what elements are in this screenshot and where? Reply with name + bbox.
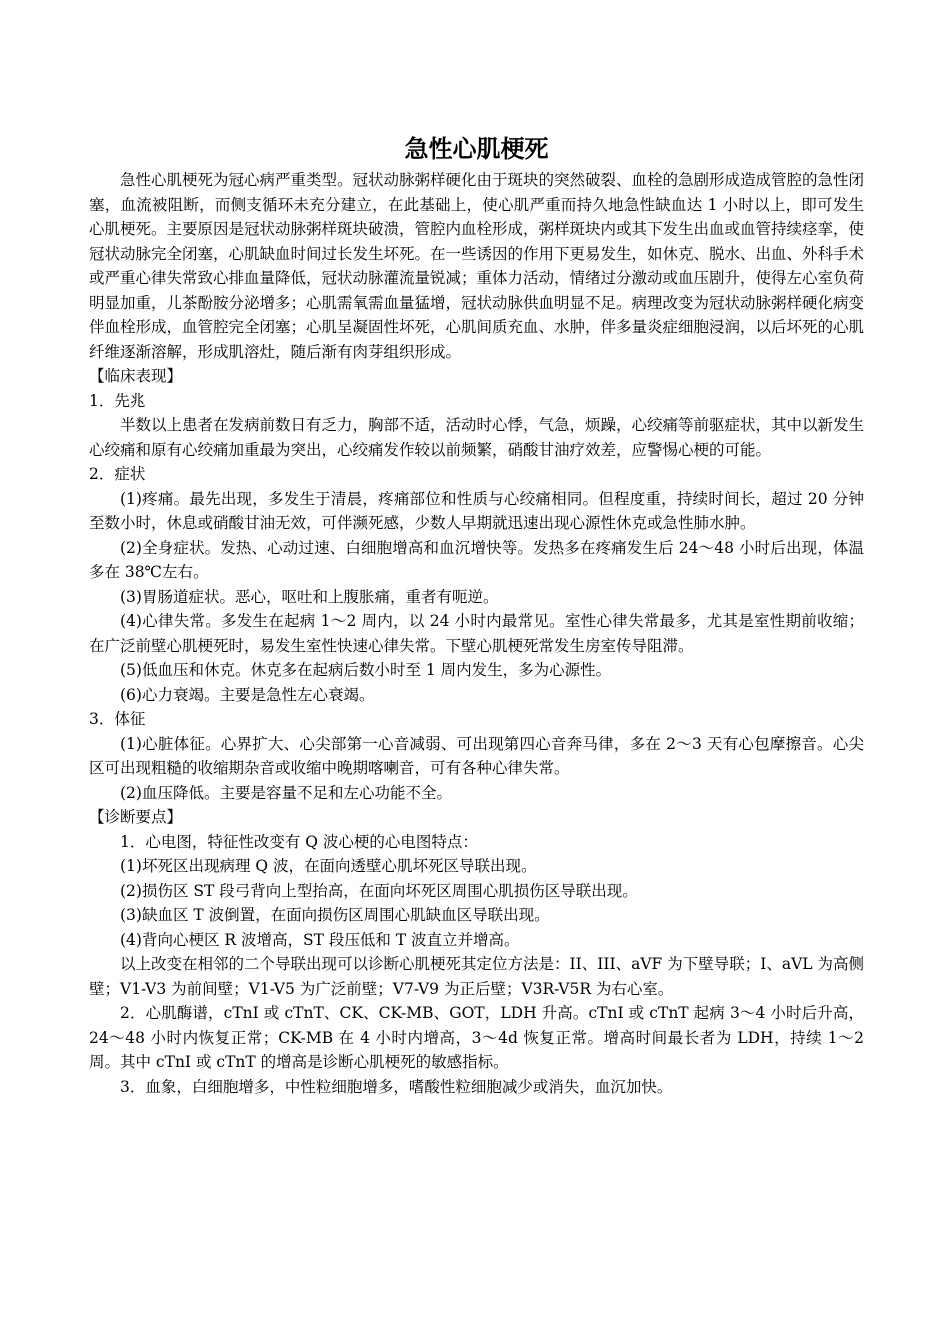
body-paragraph: (1)疼痛。最先出现，多发生于清晨，疼痛部位和性质与心绞痛相同。但程度重，持续时间长，超过 20 分钟至数小时，休息或硝酸甘油无效，可伴濒死感，少数人早期就迅速出现心源性休克或急性肺水肿。 [89,489,864,532]
section-heading: 【临床表现】 [89,367,183,385]
body-paragraph: (2)血压降低。主要是容量不足和左心功能不全。 [120,783,452,802]
body-paragraph: (6)心力衰竭。主要是急性左心衰竭。 [120,685,375,704]
body-paragraph: (4)心律失常。多发生在起病 1～2 周内，以 24 小时内最常见。室性心律失常最多，尤其是室性期前收缩；在广泛前壁心肌梗死时，易发生室性快速心律失常。下壁心肌梗死常发生房室传导阻滞。 [89,612,864,655]
body-paragraph: 3．血象，白细胞增多，中性粒细胞增多，嗜酸性粒细胞减少或消失，血沉加快。 [120,1077,673,1096]
body-paragraph: (1)心脏体征。心界扩大、心尖部第一心音减弱、可出现第四心音奔马律，多在 2～3 天有心包摩擦音。心尖区可出现粗糙的收缩期杂音或收缩中晚期喀喇音，可有各种心律失常。 [89,734,864,777]
body-paragraph: 1．心电图，特征性改变有 Q 波心梗的心电图特点： [120,832,478,851]
section-heading: 【诊断要点】 [89,808,183,826]
body-paragraph: (1)坏死区出现病理 Q 波，在面向透壁心肌坏死区导联出现。 [120,857,537,875]
body-paragraph: (5)低血压和休克。休克多在起病后数小时至 1 周内发生，多为心源性。 [120,661,612,679]
section-heading: 3．体征 [89,710,146,728]
document-body [89,168,864,1099]
body-paragraph: (4)背向心梗区 R 波增高，ST 段压低和 T 波直立并增高。 [120,930,520,949]
body-paragraph: (3)胃肠道症状。恶心，呕吐和上腹胀痛，重者有呃逆。 [120,587,499,606]
section-heading: 2．症状 [89,465,146,483]
body-paragraph: 半数以上患者在发病前数日有乏力，胸部不适，活动时心悸，气急，烦躁，心绞痛等前驱症状，其中以新发生心绞痛和原有心绞痛加重最为突出，心绞痛发作较以前频繁，硝酸甘油疗效差，应警惕心梗的可能。 [89,416,865,459]
body-paragraph: 2．心肌酶谱，cTnI 或 cTnT、CK、CK-MB、GOT，LDH 升高。cTnI 或 cTnT 起病 3～4 小时后升高，24～48 小时内恢复正常；CK-MB 在 4 小时内增高，3～4d 恢复正常。增高时间最长者为 LDH，持续 1～2 周。其中 cTnI 或 cTnT 的增高是诊断心肌梗死的敏感指标。 [89,1004,864,1071]
body-paragraph: (3)缺血区 T 波倒置，在面向损伤区周围心肌缺血区导联出现。 [120,906,550,924]
body-paragraph: (2)损伤区 ST 段弓背向上型抬高，在面向坏死区周围心肌损伤区导联出现。 [120,881,638,900]
body-paragraph: 以上改变在相邻的二个导联出现可以诊断心肌梗死其定位方法是：II、III、aVF 为下壁导联；I、aVL 为高侧壁；V1-V3 为前间壁；V1-V5 为广泛前壁；V7-V9 为正后壁；V3R-V5R 为右心室。 [89,955,865,998]
page-title: 急性心肌梗死 [404,135,549,163]
body-paragraph: 急性心肌梗死为冠心病严重类型。冠状动脉粥样硬化由于斑块的突然破裂、血栓的急剧形成造成管腔的急性闭塞，血流被阻断，而侧支循环未充分建立，在此基础上，使心肌严重而持久地急性缺血达 1 小时以上，即可发生心肌梗死。主要原因是冠状动脉粥样斑块破溃，管腔内血栓形成，粥样斑块内或其下发生出血或血管持续痉挛，使冠状动脉完全闭塞，心肌缺血时间过长发生坏死。在一些诱因的作用下更易发生，如休克、脱水、出血、外科手术或严重心律失常致心排血量降低，冠状动脉灌流量锐减；重体力活动，情绪过分激动或血压剧升，使得左心室负荷明显加重，儿茶酚胺分泌增多；心肌需氧需血量猛增，冠状动脉供血明显不足。病理改变为冠状动脉粥样硬化病变伴血栓形成，血管腔完全闭塞；心肌呈凝固性坏死，心肌间质充血、水肿，伴多量炎症细胞浸润，以后坏死的心肌纤维逐渐溶解，形成肌溶灶，随后渐有肉芽组织形成。 [89,171,865,361]
section-heading: 1．先兆 [89,391,146,410]
body-paragraph: (2)全身症状。发热、心动过速、白细胞增高和血沉增快等。发热多在疼痛发生后 24～48 小时后出现，体温多在 38℃左右。 [89,538,864,581]
document-page [89,132,864,1099]
